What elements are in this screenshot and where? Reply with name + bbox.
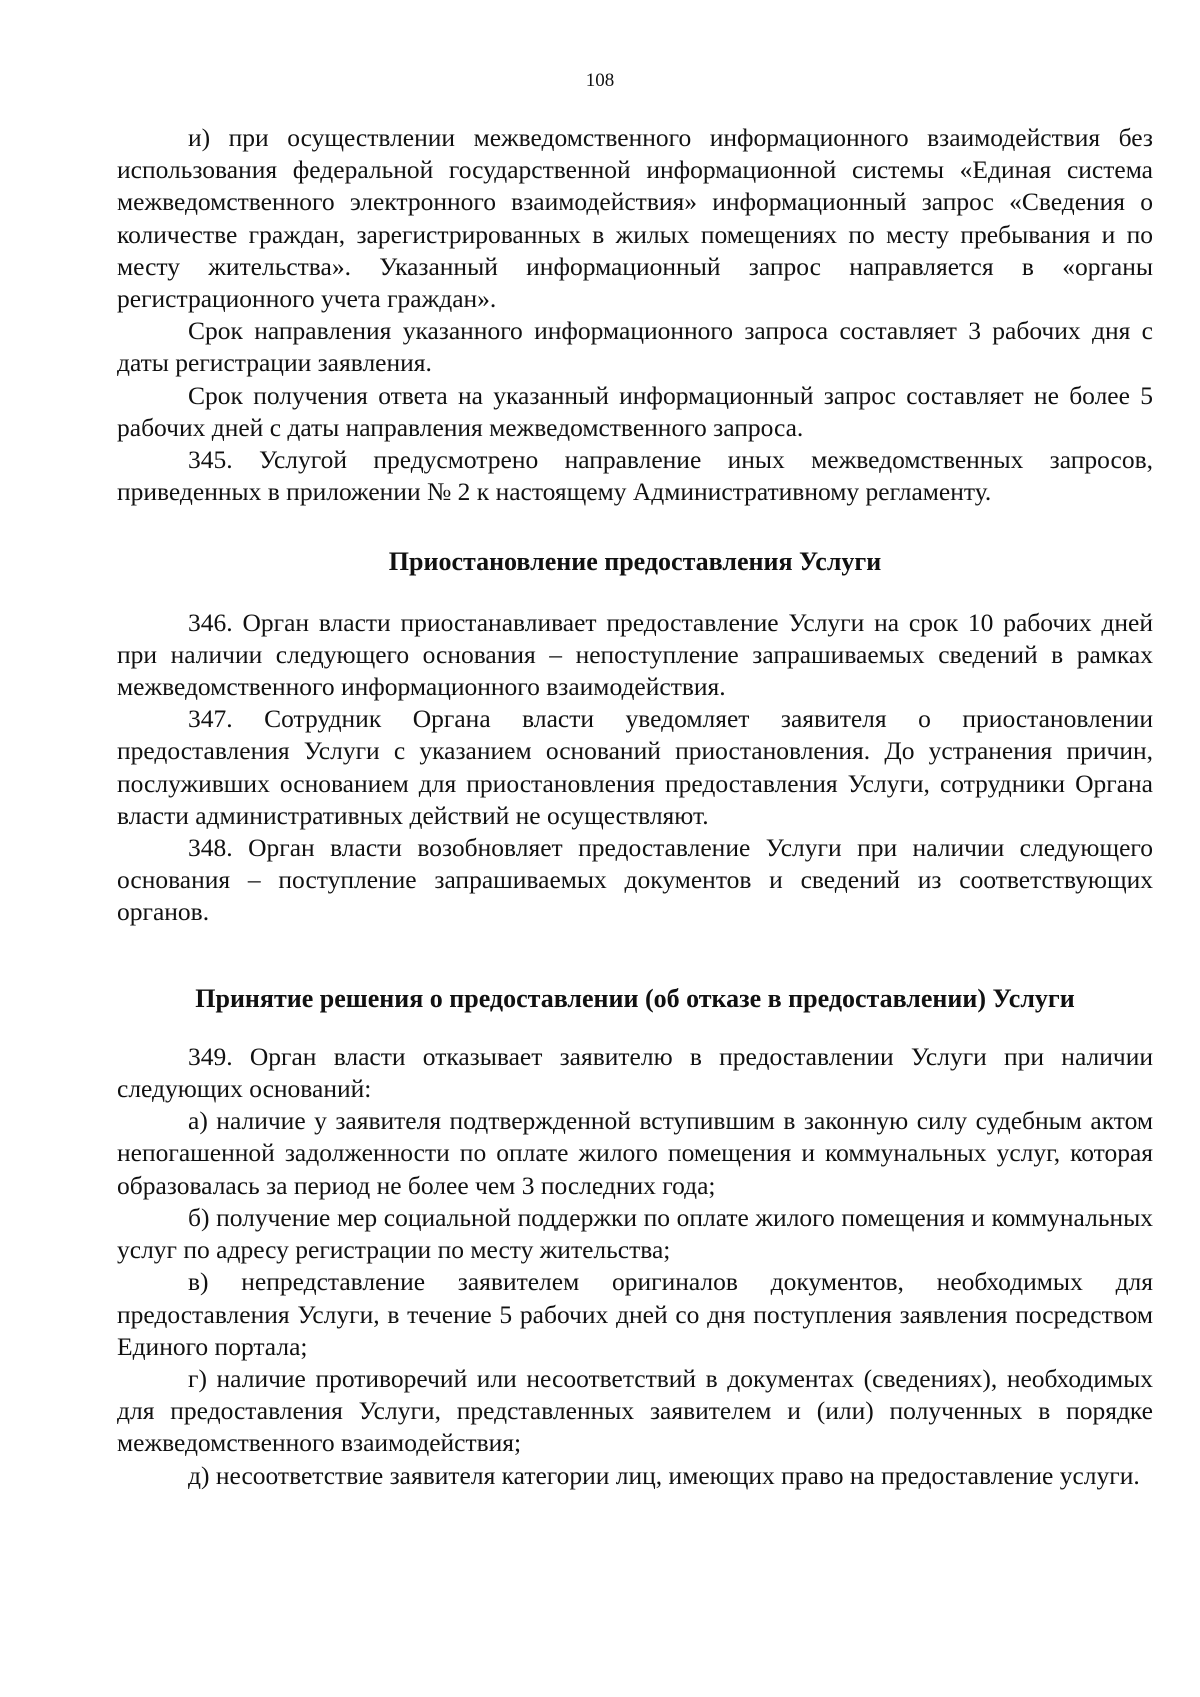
paragraph-item-i: и) при осуществлении межведомственного информационного взаимодействия без использования федеральной государственной информационной системы «Единая система межведомственного электронного взаимодействия» информационный запрос «Сведения о количестве граждан, зарегистрированных в жилых помещениях по месту пребывания и по месту жительства». Указанный информационный запрос направляется в «органы регистрационного учета граждан». (117, 123, 1153, 314)
paragraph-349-g: г) наличие противоречий или несоответствий в документах (сведениях), необходимых для предоставления Услуги, представленных заявителем и (или) полученных в порядке межведомственного взаимодействия; (117, 1363, 1153, 1458)
page-number: 108 (585, 70, 615, 91)
paragraph-response-deadline: Срок получения ответа на указанный информационный запрос составляет не более 5 рабочих дней с даты направления межведомственного запроса. (117, 380, 1153, 442)
section-heading-suspension: Приостановление предоставления Услуги (388, 547, 882, 577)
paragraph-349-v: в) непредставление заявителем оригиналов документов, необходимых для предоставления Услуги, в течение 5 рабочих дней со дня поступления заявления посредством Единого портала; (117, 1267, 1153, 1361)
section-heading-decision: Принятие решения о предоставлении (об отказе в предоставлении) Услуги (195, 983, 1075, 1013)
paragraph-349-a: а) наличие у заявителя подтвержденной вступившим в законную силу судебным актом непогашенной задолженности по оплате жилого помещения и коммунальных услуг, которая образовалась за период не более чем 3 последних года; (117, 1106, 1153, 1200)
paragraph-349: 349. Орган власти отказывает заявителю в предоставлении Услуги при наличии следующих оснований: (117, 1041, 1153, 1104)
paragraph-349-b: б) получение мер социальной поддержки по оплате жилого помещения и коммунальных услуг по адресу регистрации по месту жительства; (117, 1202, 1153, 1265)
paragraph-348: 348. Орган власти возобновляет предоставление Услуги при наличии следующего основания – поступление запрашиваемых документов и сведений из соответствующих органов. (117, 833, 1153, 927)
paragraph-349-d: д) несоответствие заявителя категории лиц, имеющих право на предоставление услуги. (188, 1460, 1140, 1490)
paragraph-request-deadline: Срок направления указанного информационного запроса составляет 3 рабочих дня с даты регистрации заявления. (117, 316, 1153, 378)
paragraph-346: 346. Орган власти приостанавливает предоставление Услуги на срок 10 рабочих дней при наличии следующего основания – непоступление запрашиваемых сведений в рамках межведомственного информационного взаимодействия. (117, 607, 1153, 702)
paragraph-345: 345. Услугой предусмотрено направление иных межведомственных запросов, приведенных в приложении № 2 к настоящему Административному регламенту. (117, 445, 1153, 507)
paragraph-347: 347. Сотрудник Органа власти уведомляет заявителя о приостановлении предоставления Услуги с указанием оснований приостановления. До устранения причин, послуживших основанием для приостановления предоставления Услуги, сотрудники Органа власти административных действий не осуществляют. (117, 704, 1153, 830)
document-body (117, 122, 1153, 1492)
